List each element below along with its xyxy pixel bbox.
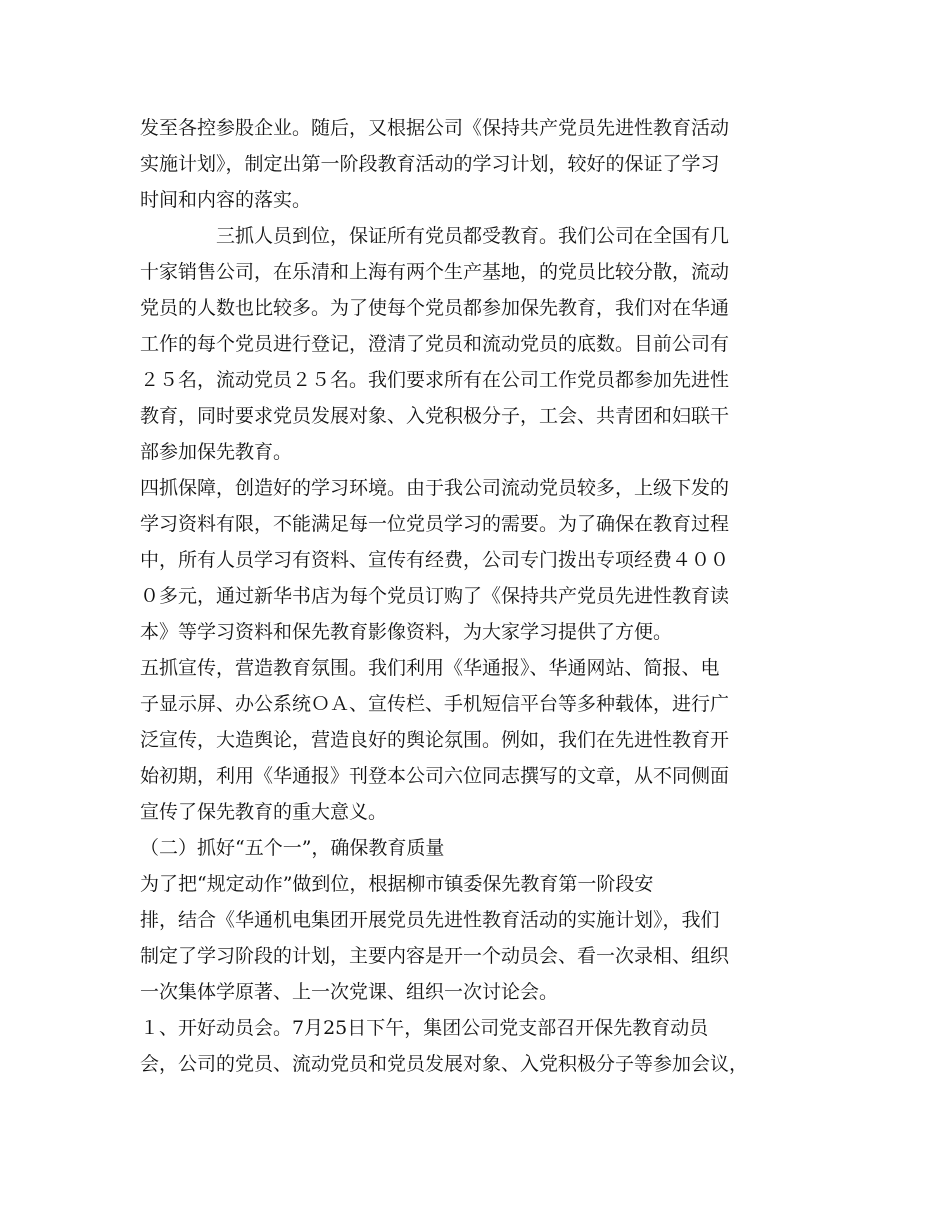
- text-line: 教育，同时要求党员发展对象、入党积极分子，工会、共青团和妇联干: [140, 405, 730, 427]
- text-line: 部参加保先教育。: [140, 441, 293, 463]
- text-line: ０多元，通过新华书店为每个党员订购了《保持共产党员先进性教育读: [140, 585, 730, 607]
- text-line: 一次集体学原著、上一次党课、组织一次讨论会。: [140, 981, 559, 1003]
- text-line: ２５名，流动党员２５名。我们要求所有在公司工作党员都参加先进性: [140, 369, 730, 391]
- text-line: 制定了学习阶段的计划，主要内容是开一个动员会、看一次录相、组织: [140, 945, 730, 967]
- document-body: [140, 110, 820, 1082]
- text-line: 会，公司的党员、流动党员和党员发展对象、入党积极分子等参加会议，: [140, 1053, 749, 1075]
- text-line: 泛宣传，大造舆论，营造良好的舆论氛围。例如，我们在先进性教育开: [140, 729, 730, 751]
- text-line: 党员的人数也比较多。为了使每个党员都参加保先教育，我们对在华通: [140, 297, 730, 319]
- text-line: 始初期，利用《华通报》刊登本公司六位同志撰写的文章，从不同侧面: [140, 765, 730, 787]
- text-line: 宣传了保先教育的重大意义。: [140, 801, 388, 823]
- text-line: 学习资料有限，不能满足每一位党员学习的需要。为了确保在教育过程: [140, 513, 730, 535]
- text-line: 四抓保障，创造好的学习环境。由于我公司流动党员较多，上级下发的: [140, 477, 730, 499]
- text-line: 中，所有人员学习有资料、宣传有经费，公司专门拨出专项经费４００: [140, 549, 730, 571]
- text-line: 发至各控参股企业。随后，又根据公司《保持共产党员先进性教育活动: [140, 117, 730, 139]
- text-line: 子显示屏、办公系统ＯＡ、宣传栏、手机短信平台等多种载体，进行广: [140, 693, 730, 715]
- text-line: 工作的每个党员进行登记，澄清了党员和流动党员的底数。目前公司有: [140, 333, 730, 355]
- section-heading: （二）抓好“五个一”，确保教育质量: [140, 837, 445, 859]
- text-line: 本》等学习资料和保先教育影像资料，为大家学习提供了方便。: [140, 621, 673, 643]
- text-line: １、开好动员会。7月25日下午，集团公司党支部召开保先教育动员: [140, 1017, 709, 1039]
- text-line: 五抓宣传，营造教育氛围。我们利用《华通报》、华通网站、简报、电: [140, 657, 720, 679]
- text-line: 时间和内容的落实。: [140, 189, 312, 211]
- text-line: 三抓人员到位，保证所有党员都受教育。我们公司在全国有几: [216, 225, 730, 247]
- text-line: 排，结合《华通机电集团开展党员先进性教育活动的实施计划》，我们: [140, 909, 720, 931]
- text-line: 为了把“规定动作”做到位，根据柳市镇委保先教育第一阶段安: [140, 873, 654, 895]
- text-line: 实施计划》，制定出第一阶段教育活动的学习计划，较好的保证了学习: [140, 153, 720, 175]
- text-line: 十家销售公司，在乐清和上海有两个生产基地，的党员比较分散，流动: [140, 261, 730, 283]
